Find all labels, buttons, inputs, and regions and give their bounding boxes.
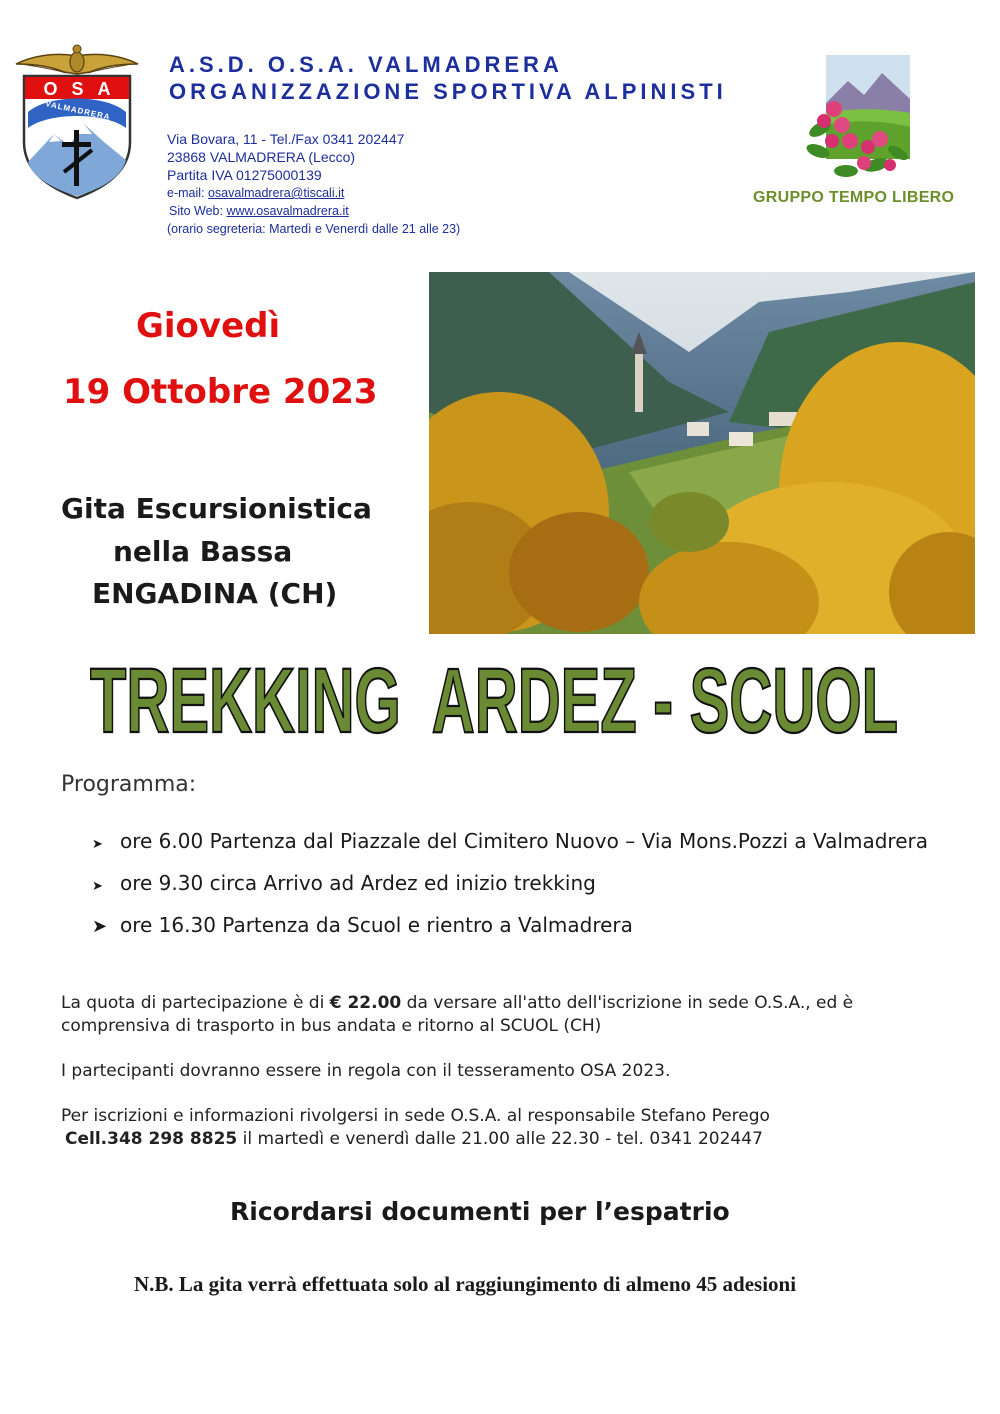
logo-arc-text: VALMADRERA <box>44 99 112 122</box>
website-link[interactable]: www.osavalmadrera.it <box>226 204 349 218</box>
group-name: GRUPPO TEMPO LIBERO <box>753 189 955 206</box>
org-name-line1: A.S.D. O.S.A. VALMADRERA <box>169 52 563 77</box>
event-desc-line2: nella Bassa <box>113 535 293 568</box>
hours-line: (orario segreteria: Martedì e Venerdì dalle 21 alle 23) <box>167 222 461 236</box>
arrowhead-bullet-icon: ➤ <box>92 879 103 894</box>
city-line: 23868 VALMADRERA (Lecco) <box>167 149 356 165</box>
trekking-title-text: TREKKING ARDEZ - SCUOL <box>90 650 898 750</box>
osa-logo <box>14 42 140 200</box>
program-item: ➤ ore 6.00 Partenza dal Piazzale del Cimitero Nuovo – Via Mons.Pozzi a Valmadrera <box>92 829 928 853</box>
quota-line1: La quota di partecipazione è di € 22.00 da versare all'atto dell'iscrizione in sede O.S.A., ed è <box>61 993 854 1013</box>
nb-note: N.B. La gita verrà effettuata solo al raggiungimento di almeno 45 adesioni <box>134 1272 797 1296</box>
contact-cell: Cell.348 298 8825 <box>65 1129 238 1149</box>
program-item: ➤ ore 16.30 Partenza da Scuol e rientro a Valmadrera <box>92 913 633 937</box>
address-block <box>167 130 460 238</box>
contact-paragraph <box>61 1105 770 1151</box>
quota-line2: comprensiva di trasporto in bus andata e ritorno al SCUOL (CH) <box>61 1016 602 1036</box>
program-item: ➤ ore 9.30 circa Arrivo ad Ardez ed inizio trekking <box>92 871 596 895</box>
web-line: Sito Web: www.osavalmadrera.it <box>169 204 349 218</box>
documents-reminder: Ricordarsi documenti per l’espatrio <box>230 1197 730 1226</box>
email-link[interactable]: osavalmadrera@tiscali.it <box>207 186 345 200</box>
landscape-photo <box>429 272 975 634</box>
event-day: Giovedì <box>136 306 281 346</box>
event-desc-line1: Gita Escursionistica <box>61 492 372 525</box>
trekking-title <box>90 650 910 750</box>
org-name-line2: ORGANIZZAZIONE SPORTIVA ALPINISTI <box>169 79 727 104</box>
contact-line1: Per iscrizioni e informazioni rivolgersi in sede O.S.A. al responsabile Stefano Perego <box>61 1106 770 1126</box>
address-line: Via Bovara, 11 - Tel./Fax 0341 202447 <box>167 131 405 147</box>
quota-paragraph <box>61 992 853 1038</box>
email-line: e-mail: osavalmadrera@tiscali.it <box>167 186 345 200</box>
event-desc-line3: ENGADINA (CH) <box>92 577 338 610</box>
quota-price: € 22.00 <box>329 993 402 1013</box>
arrowhead-bullet-icon: ➤ <box>92 837 103 852</box>
arrowhead-bullet-icon: ➤ <box>92 916 108 937</box>
vat-line: Partita IVA 01275000139 <box>167 167 322 183</box>
contact-line2: Cell.348 298 8825 il martedì e venerdì dalle 21.00 alle 22.30 - tel. 0341 202447 <box>65 1129 763 1149</box>
group-logo <box>806 55 912 183</box>
event-date: 19 Ottobre 2023 <box>63 372 378 412</box>
tesseramento-note: I partecipanti dovranno essere in regola con il tesseramento OSA 2023. <box>61 1061 671 1081</box>
logo-osa-text: OSA <box>43 79 125 99</box>
program-heading: Programma: <box>61 772 197 797</box>
